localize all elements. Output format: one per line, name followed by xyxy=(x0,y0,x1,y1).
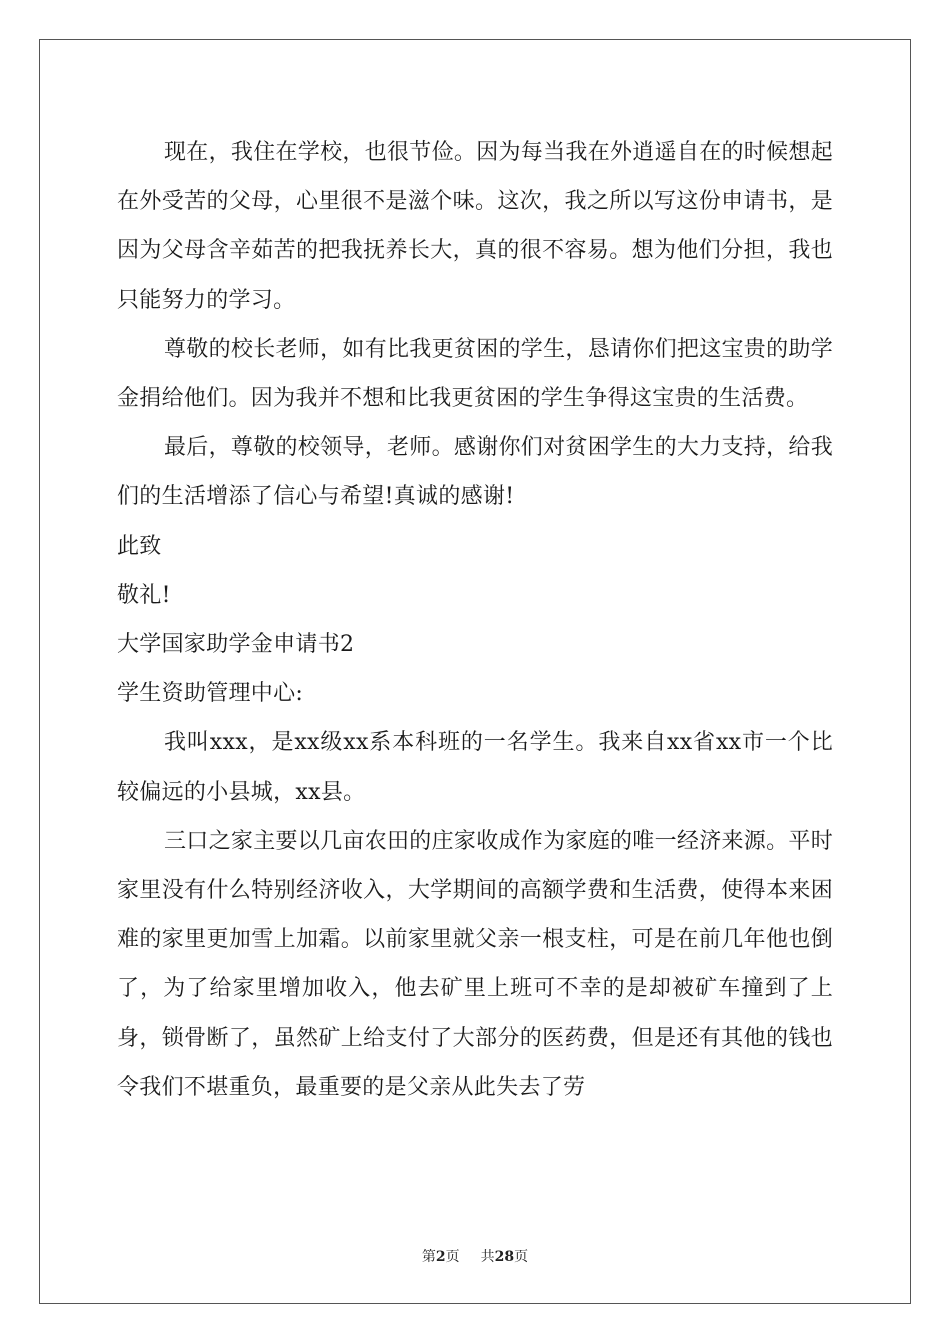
paragraph-family-situation: 三口之家主要以几亩农田的庄家收成作为家庭的唯一经济来源。平时家里没有什么特别经济收入，大学期间的高额学费和生活费，使得本来困难的家里更加雪上加霜。以前家里就父亲一根支柱，可是在前几年他也倒了，为了给家里增加收入，他去矿里上班可不幸的是却被矿车撞到了上身，锁骨断了，虽然矿上给支付了大部分的医药费，但是还有其他的钱也令我们不堪重负，最重要的是父亲从此失去了劳 xyxy=(117,828,834,1100)
document-body xyxy=(117,128,833,1112)
paragraph-frugal-life: 现在，我住在学校，也很节俭。因为每当我在外逍遥自在的时候想起在外受苦的父母，心里很不是滋个味。这次，我之所以写这份申请书，是因为父母含辛茹苦的把我抚养长大，真的很不容易。想为他们分担，我也只能努力的学习。 xyxy=(117,140,834,313)
closing-regards: 敬礼! xyxy=(117,582,171,608)
paragraph-self-intro: 我叫xxx，是xx级xx系本科班的一名学生。我来自xx省xx市一个比较偏远的小县城，xx县。 xyxy=(117,730,833,805)
page-suffix: 页 xyxy=(445,1249,460,1265)
page-total-indicator xyxy=(481,1246,528,1266)
page-prefix: 第 xyxy=(421,1249,436,1265)
addressee: 学生资助管理中心: xyxy=(117,681,304,707)
total-prefix: 共 xyxy=(480,1249,495,1265)
paragraph-request-to-principal: 尊敬的校长老师，如有比我更贫困的学生，恳请你们把这宝贵的助学金捐给他们。因为我并不想和比我更贫困的学生争得这宝贵的生活费。 xyxy=(117,336,834,412)
closing-salutation: 此致 xyxy=(117,533,162,559)
page-total: 28 xyxy=(494,1249,515,1265)
page-footer xyxy=(0,1246,950,1266)
page-number-indicator xyxy=(422,1246,460,1266)
paragraph-thanks: 最后，尊敬的校领导，老师。感谢你们对贫困学生的大力支持，给我们的生活增添了信心与希望!真诚的感谢! xyxy=(117,435,834,510)
page-current: 2 xyxy=(435,1249,446,1265)
total-suffix: 页 xyxy=(514,1249,529,1265)
section-title: 大学国家助学金申请书2 xyxy=(117,632,355,658)
